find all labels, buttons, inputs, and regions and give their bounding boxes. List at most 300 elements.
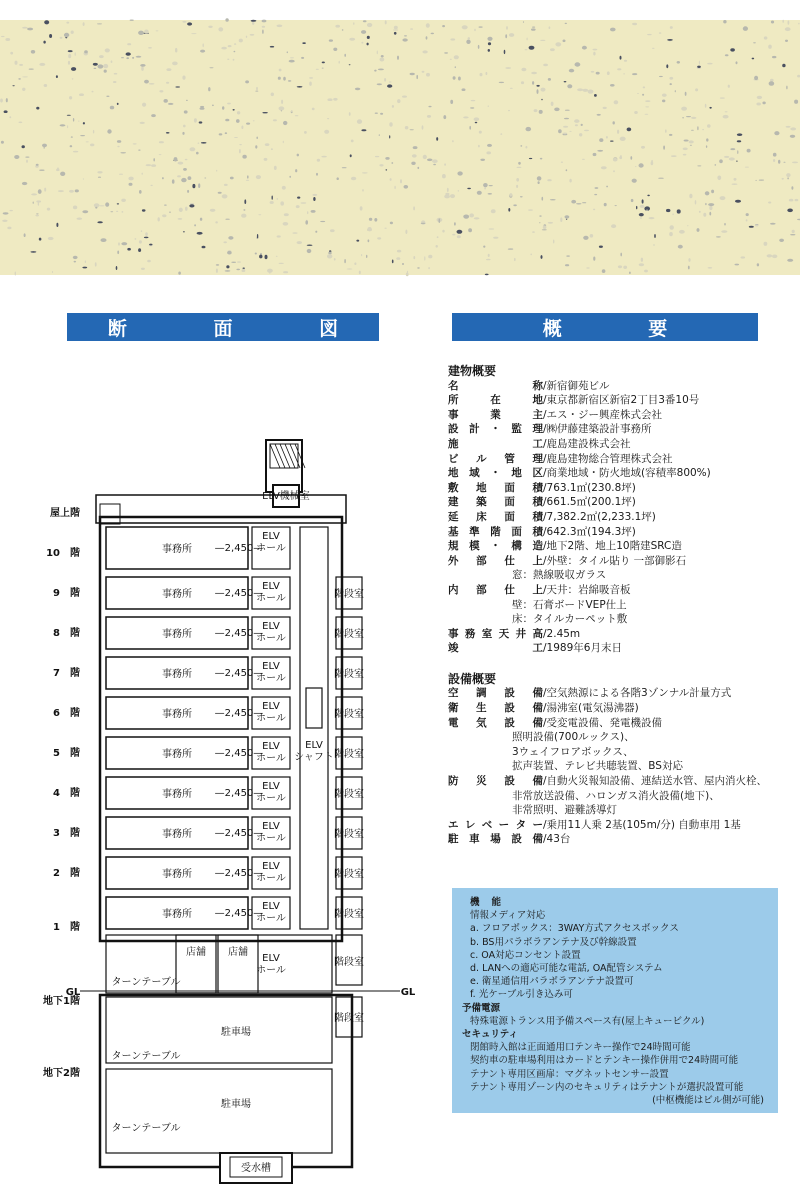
- office-label: 事務所: [162, 749, 192, 760]
- features-item: f. 光ケーブル引き込み可: [470, 989, 573, 1001]
- speckle: [767, 254, 773, 257]
- speckle: [330, 229, 335, 232]
- outline-panel: [448, 362, 778, 847]
- office-label: 事務所: [162, 829, 192, 840]
- speckle: [295, 169, 297, 172]
- speckle: [477, 191, 482, 195]
- speckle: [597, 114, 601, 116]
- speckle: [427, 115, 431, 118]
- speckle: [516, 185, 518, 188]
- speckle: [215, 221, 218, 223]
- speckle: [458, 190, 459, 192]
- speckle: [488, 193, 492, 195]
- speckle: [709, 212, 711, 216]
- speckle: [484, 187, 486, 189]
- speckle: [529, 46, 535, 50]
- row-value: / 空気熱源による各階3ゾンナル計量方式: [543, 686, 731, 701]
- speckle: [42, 144, 47, 148]
- speckle: [444, 52, 448, 53]
- speckle: [66, 22, 69, 24]
- speckle: [119, 174, 123, 175]
- speckle: [30, 251, 36, 253]
- speckle: [225, 132, 227, 134]
- speckle: [527, 38, 528, 41]
- ceiling-height-label: —2,450—: [214, 708, 264, 719]
- speckle: [708, 267, 713, 269]
- speckle: [599, 246, 603, 248]
- speckle: [450, 194, 455, 198]
- row-value: / 7,382.2㎡(2,233.1坪): [543, 510, 656, 525]
- gl-label-right: GL: [400, 987, 416, 998]
- speckle: [394, 26, 398, 30]
- speckle: [697, 126, 698, 130]
- speckle: [493, 237, 498, 239]
- speckle: [421, 220, 425, 224]
- speckle: [452, 140, 454, 142]
- speckle: [774, 131, 779, 135]
- speckle: [327, 118, 329, 119]
- speckle: [1, 36, 5, 37]
- speckle: [392, 105, 394, 108]
- speckle: [531, 28, 536, 30]
- speckle: [39, 63, 45, 66]
- floor-label-2: 9 階: [53, 588, 80, 599]
- speckle: [505, 34, 507, 38]
- office-label: 事務所: [162, 909, 192, 920]
- equipment-row: [448, 716, 778, 731]
- speckle: [593, 257, 595, 261]
- floor-label-9: 2 階: [53, 868, 80, 879]
- speckle: [374, 218, 377, 222]
- speckle: [416, 75, 418, 79]
- speckle: [479, 131, 482, 134]
- speckle: [785, 40, 788, 42]
- speckle: [194, 118, 197, 122]
- speckle: [381, 55, 384, 57]
- speckle: [630, 156, 632, 160]
- speckle: [359, 271, 361, 275]
- speckle: [353, 22, 354, 25]
- speckle: [639, 213, 644, 216]
- speckle: [38, 189, 42, 194]
- speckle: [151, 114, 156, 117]
- speckle: [635, 166, 637, 167]
- features-item: a. フロアボックス：3WAY方式アクセスボックス: [470, 923, 679, 935]
- speckle: [225, 219, 229, 220]
- speckle: [52, 271, 53, 273]
- speckle: [711, 190, 714, 194]
- speckle: [595, 187, 599, 189]
- speckle: [730, 48, 735, 51]
- speckle: [487, 37, 492, 41]
- speckle: [12, 85, 14, 86]
- speckle: [366, 255, 367, 258]
- speckle: [620, 137, 626, 141]
- speckle: [4, 110, 8, 113]
- speckle: [335, 25, 340, 28]
- speckle: [297, 86, 303, 88]
- speckle: [22, 88, 25, 91]
- speckle: [551, 102, 554, 106]
- speckle: [610, 141, 614, 142]
- speckle: [454, 55, 459, 59]
- speckle: [271, 148, 273, 150]
- speckle: [276, 256, 278, 257]
- equipment-row: [448, 832, 778, 847]
- speckle: [488, 106, 489, 107]
- speckle: [270, 201, 274, 204]
- speckle: [9, 116, 11, 118]
- speckle: [697, 66, 701, 68]
- speckle: [175, 86, 180, 87]
- speckle: [604, 203, 607, 206]
- speckle: [393, 29, 398, 30]
- speckle: [139, 190, 142, 194]
- speckle: [547, 179, 551, 181]
- speckle: [486, 72, 488, 75]
- building-row: [448, 495, 778, 510]
- speckle: [759, 180, 764, 181]
- speckle: [683, 148, 688, 151]
- speckle: [720, 97, 725, 98]
- floor-label-3: 8 階: [53, 628, 80, 639]
- speckle: [99, 205, 104, 206]
- row-value: / 外壁：タイル貼り 一部御影石: [543, 554, 686, 569]
- speckle: [410, 73, 415, 75]
- features-box: [452, 888, 778, 1113]
- speckle: [531, 72, 537, 74]
- equipment-row: [448, 774, 778, 789]
- speckle: [762, 102, 765, 105]
- speckle: [122, 211, 124, 213]
- speckle: [130, 20, 134, 21]
- speckle: [141, 230, 142, 232]
- speckle: [645, 106, 649, 107]
- speckle: [594, 94, 597, 97]
- speckle: [457, 235, 461, 238]
- speckle: [301, 57, 304, 59]
- speckle: [688, 258, 690, 262]
- speckle: [610, 28, 616, 32]
- speckle: [198, 183, 200, 188]
- speckle: [734, 178, 737, 181]
- speckle: [283, 271, 288, 273]
- speckle: [617, 130, 619, 134]
- speckle: [246, 180, 249, 181]
- speckle: [279, 106, 285, 110]
- speckle: [790, 127, 796, 130]
- speckle: [282, 186, 286, 190]
- speckle: [666, 64, 668, 68]
- speckle: [90, 144, 94, 147]
- speckle: [746, 219, 748, 221]
- speckle: [773, 153, 777, 157]
- speckle: [138, 31, 144, 35]
- speckle: [670, 26, 673, 29]
- building-row: [448, 641, 778, 656]
- turntable-label: ターンテーブル: [111, 977, 181, 988]
- speckle: [361, 254, 362, 256]
- speckle: [619, 156, 622, 159]
- speckle: [144, 30, 148, 34]
- stair-label: 階段室: [334, 629, 364, 640]
- speckle: [192, 184, 195, 188]
- speckle: [151, 164, 156, 167]
- speckle: [467, 188, 471, 189]
- speckle: [532, 81, 534, 85]
- speckle: [114, 73, 118, 75]
- speckle: [471, 100, 476, 101]
- speckle: [720, 196, 726, 200]
- ceiling-height-label: —2,450—: [214, 748, 264, 759]
- ceiling-height-label: —2,450—: [214, 588, 264, 599]
- speckle: [169, 212, 171, 213]
- speckle: [746, 213, 749, 216]
- row-key: ビ ル 管 理: [448, 452, 543, 465]
- speckle: [222, 194, 228, 198]
- speckle: [582, 202, 586, 203]
- speckle: [86, 141, 89, 142]
- speckle: [737, 140, 741, 142]
- speckle: [141, 268, 145, 270]
- speckle: [153, 158, 155, 161]
- elv-hall-label: ホール: [256, 543, 286, 554]
- speckle: [113, 81, 117, 83]
- speckle: [225, 18, 228, 22]
- speckle: [159, 90, 163, 92]
- speckle: [216, 170, 217, 172]
- speckle: [679, 230, 685, 234]
- speckle: [640, 217, 642, 219]
- speckle: [283, 121, 287, 125]
- speckle: [669, 77, 673, 80]
- speckle: [504, 50, 506, 54]
- speckle: [629, 272, 631, 275]
- speckle: [623, 73, 625, 74]
- speckle: [239, 39, 243, 43]
- speckle: [139, 240, 142, 243]
- speckle: [301, 202, 307, 204]
- speckle: [699, 61, 700, 65]
- speckle: [474, 29, 476, 32]
- speckle: [5, 38, 10, 41]
- speckle: [19, 122, 23, 124]
- speckle: [68, 61, 70, 65]
- speckle: [83, 178, 84, 179]
- speckle: [15, 272, 16, 276]
- speckle: [670, 225, 674, 230]
- speckle: [787, 209, 793, 213]
- speckle: [222, 106, 224, 110]
- speckle: [38, 202, 39, 205]
- row-value: / ㈱伊藤建築設計事務所: [543, 422, 652, 437]
- speckle: [322, 68, 324, 69]
- speckle: [432, 159, 438, 163]
- speckle: [362, 189, 364, 192]
- speckle: [691, 117, 696, 119]
- speckle: [413, 146, 418, 149]
- speckle: [402, 38, 407, 41]
- building-row: [448, 481, 778, 496]
- speckle: [755, 180, 756, 181]
- speckle: [426, 73, 430, 77]
- speckle: [632, 179, 637, 183]
- speckle: [133, 143, 137, 144]
- building-row-continued: 壁：石膏ボードVEP仕上: [512, 598, 627, 611]
- speckle: [470, 107, 474, 108]
- speckle: [280, 201, 284, 205]
- speckle: [413, 206, 415, 210]
- speckle: [162, 214, 166, 217]
- speckle: [71, 67, 76, 71]
- speckle: [60, 37, 63, 39]
- speckle: [243, 268, 245, 269]
- speckle: [665, 129, 667, 132]
- speckle: [315, 231, 317, 233]
- speckle: [245, 80, 249, 83]
- speckle: [129, 183, 133, 186]
- speckle: [60, 172, 65, 176]
- elv-hall-label: ホール: [256, 753, 286, 764]
- speckle: [537, 89, 539, 94]
- speckle: [77, 218, 83, 220]
- speckle: [397, 99, 400, 103]
- speckle: [70, 145, 73, 147]
- speckle: [83, 22, 85, 26]
- speckle: [265, 143, 270, 146]
- speckle: [670, 83, 672, 85]
- speckle: [307, 245, 313, 246]
- speckle: [168, 103, 174, 105]
- turntable-label: ターンテーブル: [111, 1123, 181, 1134]
- speckle: [606, 186, 608, 188]
- speckle: [97, 23, 102, 24]
- row-key: 敷 地 面 積: [448, 481, 543, 494]
- speckle: [361, 30, 366, 34]
- speckle: [716, 236, 721, 237]
- speckle: [197, 232, 203, 235]
- speckle: [227, 59, 229, 60]
- speckle: [128, 177, 133, 181]
- speckle: [392, 260, 394, 264]
- speckle: [624, 60, 627, 62]
- speckle: [601, 166, 607, 169]
- building-row: [448, 408, 778, 423]
- speckle: [390, 178, 392, 181]
- speckle: [555, 42, 561, 46]
- speckle: [201, 142, 207, 144]
- elv-hall-label: ELV: [262, 953, 280, 964]
- speckle: [297, 241, 302, 244]
- speckle: [488, 254, 490, 257]
- speckle: [542, 229, 547, 230]
- shop-1: [176, 935, 216, 993]
- speckle: [508, 110, 510, 111]
- speckle: [93, 63, 98, 66]
- speckle: [743, 26, 748, 31]
- speckle: [410, 129, 414, 130]
- building-row: [448, 379, 778, 394]
- building-row: [448, 554, 778, 569]
- features-subheading: セキュリティ: [462, 1029, 519, 1041]
- equipment-outline-title: 設備概要: [448, 671, 497, 686]
- speckle: [179, 208, 183, 212]
- features-item: 閉館時入館は正面通用口テンキー操作で24時間可能: [470, 1042, 691, 1054]
- speckle: [417, 267, 420, 268]
- speckle: [649, 217, 655, 219]
- speckle: [647, 34, 652, 35]
- speckle: [191, 33, 196, 34]
- speckle: [708, 203, 714, 206]
- speckle: [350, 154, 352, 157]
- speckle: [539, 215, 541, 216]
- speckle: [116, 266, 118, 270]
- shop-label: 店舗: [186, 947, 206, 958]
- row-key: 事 業 主: [448, 408, 543, 421]
- speckle: [627, 128, 632, 132]
- speckle: [379, 164, 383, 166]
- speckle: [181, 178, 186, 182]
- speckle: [606, 136, 608, 139]
- speckle: [166, 82, 169, 84]
- speckle: [150, 185, 152, 186]
- speckle: [44, 20, 49, 24]
- speckle: [463, 116, 469, 118]
- speckle: [394, 186, 395, 189]
- speckle: [236, 119, 240, 123]
- speckle: [307, 249, 312, 253]
- speckle: [569, 69, 574, 73]
- speckle: [641, 146, 645, 149]
- speckle: [67, 115, 71, 116]
- speckle: [75, 189, 79, 192]
- speckle: [333, 48, 337, 51]
- speckle: [427, 159, 432, 162]
- speckle: [288, 80, 291, 82]
- equipment-row-continued: 非常放送設備、ハロンガス消火設備(地下)、: [512, 789, 720, 802]
- speckle: [729, 157, 735, 160]
- speckle: [289, 60, 295, 63]
- features-item: テナント専用区画扉：マグネットセンサー設置: [470, 1068, 669, 1080]
- speckle: [73, 118, 74, 122]
- speckle: [457, 171, 462, 175]
- speckle: [2, 220, 7, 222]
- speckle: [56, 169, 60, 171]
- speckle: [593, 153, 597, 156]
- speckle: [453, 76, 456, 79]
- speckle: [653, 244, 655, 245]
- speckle: [79, 93, 84, 96]
- speckle: [675, 90, 676, 92]
- speckle: [316, 69, 319, 70]
- speckle: [234, 43, 236, 45]
- row-value: / 地下2階、地上10階建SRC造: [543, 539, 682, 554]
- speckle: [689, 194, 692, 199]
- speckle: [158, 217, 160, 221]
- water-tank-label: 受水槽: [241, 1163, 271, 1174]
- elv-hall-label: ホール: [256, 833, 286, 844]
- speckle: [142, 209, 146, 211]
- speckle: [347, 268, 353, 269]
- speckle: [439, 218, 441, 223]
- speckle: [164, 205, 167, 206]
- speckle: [623, 266, 627, 269]
- floor-label-6: 5 階: [53, 748, 80, 759]
- speckle: [787, 177, 789, 179]
- speckle: [539, 110, 543, 114]
- speckle: [185, 159, 188, 161]
- floor-label-5: 6 階: [53, 708, 80, 719]
